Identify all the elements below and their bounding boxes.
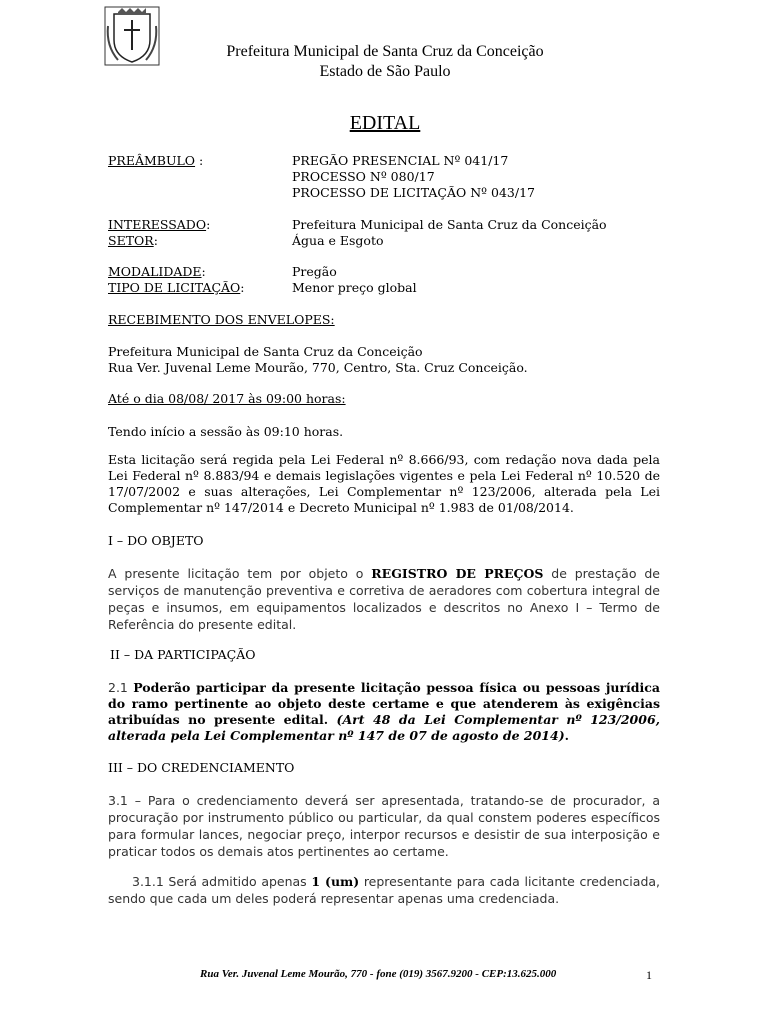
section-objeto-heading: I – DO OBJETO [108, 533, 204, 548]
credenciamento-paragraph-3-1: 3.1 – Para o credenciamento deverá ser apresentada, tratando-se de procurador, a procuração por instrumento público ou particular, da qual constem poderes específicos para formular lances, negociar preço, interpor recursos e desistir de sua interposição e praticar todos os demais atos pertinentes ao certame. [108, 793, 660, 859]
modalidade-value: Pregão [292, 264, 337, 279]
header-municipality: Prefeitura Municipal de Santa Cruz da Conceição [226, 43, 544, 60]
modalidade-label: MODALIDADE: [108, 264, 206, 279]
legal-basis-paragraph: Esta licitação será regida pela Lei Federal nº 8.666/93, com redação nova dada pela Lei Federal nº 8.883/94 e demais legislações vigentes e pela Lei Federal nº 10.520 de 17/07/2002 e suas alterações, Lei Complementar nº 123/2006, alterada pela Lei Complementar nº 147/2014 e Decreto Municipal nº 1.983 de 01/08/2014. [108, 452, 660, 515]
preambulo-label: PREÂMBULO : [108, 153, 204, 168]
interessado-value: Prefeitura Municipal de Santa Cruz da Conceição [292, 217, 607, 232]
section-participacao-heading: II – DA PARTICIPAÇÃO [110, 647, 256, 662]
objeto-paragraph: A presente licitação tem por objeto o REGISTRO DE PREÇOS de prestação de serviços de manutenção preventiva e corretiva de aeradores com cobertura integral de peças e insumos, em equipamentos localizados e descritos no Anexo I – Termo de Referência do presente edital. [108, 566, 660, 632]
participacao-paragraph: 2.1 Poderão participar da presente licitação pessoa física ou pessoas jurídica do ramo pertinente ao objeto deste certame e que atenderem às exigências atribuídas no presente edital. (Art 48 da Lei Complementar nº 123/2006, alterada pela Lei Complementar nº 147 de 07 de agosto de 2014). [108, 680, 660, 743]
tipo-licitacao-value: Menor preço global [292, 280, 417, 295]
recebimento-address-line1: Prefeitura Municipal de Santa Cruz da Conceição [108, 344, 423, 359]
document-title: EDITAL [349, 112, 421, 134]
setor-value: Água e Esgoto [292, 233, 384, 248]
credenciamento-paragraph-3-1-1: 3.1.1 Será admitido apenas 1 (um) representante para cada licitante credenciada, sendo que cada um deles poderá representar apenas uma credenciada. [108, 874, 661, 906]
footer-address: Rua Ver. Juvenal Leme Mourão, 770 - fone (019) 3567.9200 - CEP:13.625.000 [200, 968, 557, 980]
section-credenciamento-heading: III – DO CREDENCIAMENTO [108, 760, 295, 775]
setor-label: SETOR: [108, 233, 158, 248]
pregao-number: PREGÃO PRESENCIAL Nº 041/17 [292, 153, 509, 168]
processo-licitacao-number: PROCESSO DE LICITAÇÃO Nº 043/17 [292, 185, 536, 200]
deadline-text: Até o dia 08/08/ 2017 às 09:00 horas: [108, 391, 346, 406]
session-start-text: Tendo início a sessão às 09:10 horas. [108, 424, 344, 439]
page-number: 1 [646, 968, 652, 982]
interessado-label: INTERESSADO: [108, 217, 211, 232]
header-state: Estado de São Paulo [319, 63, 451, 80]
tipo-licitacao-label: TIPO DE LICITAÇÃO: [108, 280, 245, 295]
processo-number: PROCESSO Nº 080/17 [292, 169, 435, 184]
recebimento-heading: RECEBIMENTO DOS ENVELOPES: [108, 312, 335, 327]
recebimento-address-line2: Rua Ver. Juvenal Leme Mourão, 770, Centro, Sta. Cruz Conceição. [108, 360, 528, 375]
